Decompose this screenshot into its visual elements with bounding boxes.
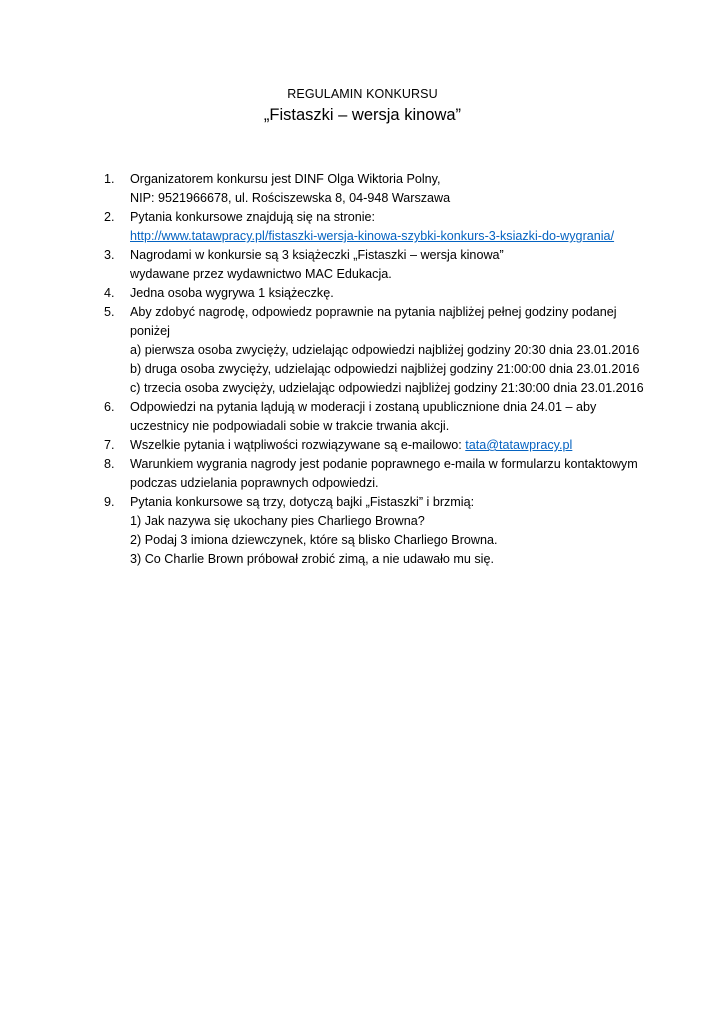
rule-body — [130, 436, 664, 455]
rule-text: 2) Podaj 3 imiona dziewczynek, które są blisko Charliego Browna. — [130, 533, 498, 547]
rule-line — [130, 246, 664, 265]
rule-text: b) druga osoba zwycięży, udzielając odpowiedzi najbliżej godziny 21:00:00 dnia 23.01.2016 — [130, 362, 640, 376]
rule-text: Pytania konkursowe są trzy, dotyczą bajki „Fistaszki” i brzmią: — [130, 495, 475, 509]
rule-line — [130, 284, 664, 303]
rule-line — [130, 303, 664, 322]
rule-line — [130, 170, 664, 189]
rule-text: 1) Jak nazywa się ukochany pies Charliego Browna? — [130, 514, 425, 528]
rule-line — [130, 265, 664, 284]
rule-number: 1. — [104, 172, 115, 186]
rule-text: NIP: 9521966678, ul. Rościszewska 8, 04-948 Warszawa — [130, 191, 451, 205]
rules-list — [104, 170, 664, 569]
rule-line — [130, 398, 664, 417]
rule-text: podczas udzielania poprawnych odpowiedzi. — [130, 476, 379, 490]
rule-text: Pytania konkursowe znajdują się na stronie: — [130, 210, 376, 224]
rule-body — [130, 284, 664, 303]
rule-number: 8. — [104, 457, 115, 471]
rule-number: 7. — [104, 438, 115, 452]
rule-line — [130, 379, 664, 398]
rule-body — [130, 493, 664, 569]
rule-item — [104, 170, 664, 208]
document-title: „Fistaszki – wersja kinowa” — [263, 106, 462, 124]
rule-text: a) pierwsza osoba zwycięży, udzielając odpowiedzi najbliżej godziny 20:30 dnia 23.01.2016 — [130, 343, 640, 357]
rule-number: 5. — [104, 305, 115, 319]
rule-body — [130, 208, 664, 246]
rule-body — [130, 170, 664, 208]
rule-item — [104, 303, 664, 398]
rule-line — [130, 341, 664, 360]
rule-text: c) trzecia osoba zwycięży, udzielając odpowiedzi najbliżej godziny 21:30:00 dnia 23.01.2016 — [130, 381, 644, 395]
rule-number: 3. — [104, 248, 115, 262]
rule-text: wydawane przez wydawnictwo MAC Edukacja. — [130, 267, 392, 281]
rule-text: Organizatorem konkursu jest DINF Olga Wiktoria Polny, — [130, 172, 441, 186]
rule-item — [104, 455, 664, 493]
rule-link[interactable]: tata@tatawpracy.pl — [465, 438, 573, 452]
rule-text: uczestnicy nie podpowiadali sobie w trakcie trwania akcji. — [130, 419, 450, 433]
rule-line — [130, 474, 664, 493]
document-header: REGULAMIN KONKURSU — [287, 87, 438, 101]
rule-body — [130, 246, 664, 284]
rule-text: 3) Co Charlie Brown próbował zrobić zimą, a nie udawało mu się. — [130, 552, 494, 566]
rule-line — [130, 360, 664, 379]
rule-number: 4. — [104, 286, 115, 300]
rule-item — [104, 284, 664, 303]
rule-body — [130, 398, 664, 436]
rule-body — [130, 455, 664, 493]
rule-line — [130, 531, 664, 550]
rule-line — [130, 322, 664, 341]
rule-line — [130, 550, 664, 569]
rule-text: Wszelkie pytania i wątpliwości rozwiązywane są e-mailowo: — [130, 438, 466, 452]
rule-number: 6. — [104, 400, 115, 414]
rule-item — [104, 493, 664, 569]
rule-text: Odpowiedzi na pytania lądują w moderacji i zostaną upublicznione dnia 24.01 – aby — [130, 400, 597, 414]
rule-item — [104, 398, 664, 436]
rule-item — [104, 436, 664, 455]
rule-item — [104, 208, 664, 246]
rule-line — [130, 189, 664, 208]
rule-text: Nagrodami w konkursie są 3 książeczki „Fistaszki – wersja kinowa” — [130, 248, 504, 262]
rule-link[interactable]: http://www.tatawpracy.pl/fistaszki-wersja-kinowa-szybki-konkurs-3-ksiazki-do-wygrania/ — [130, 229, 615, 243]
rule-line — [130, 208, 664, 227]
rule-number: 9. — [104, 495, 115, 509]
rule-line — [130, 512, 664, 531]
rule-text: Jedna osoba wygrywa 1 książeczkę. — [130, 286, 334, 300]
rule-line — [130, 417, 664, 436]
rule-line — [130, 455, 664, 474]
rule-text: poniżej — [130, 324, 170, 338]
rule-line — [130, 436, 664, 455]
rule-number: 2. — [104, 210, 115, 224]
rule-line — [130, 227, 664, 246]
rule-text: Warunkiem wygrania nagrody jest podanie poprawnego e-maila w formularzu kontaktowym — [130, 457, 638, 471]
rule-body — [130, 303, 664, 398]
rule-line — [130, 493, 664, 512]
rule-item — [104, 246, 664, 284]
rule-text: Aby zdobyć nagrodę, odpowiedz poprawnie na pytania najbliżej pełnej godziny podanej — [130, 305, 617, 319]
